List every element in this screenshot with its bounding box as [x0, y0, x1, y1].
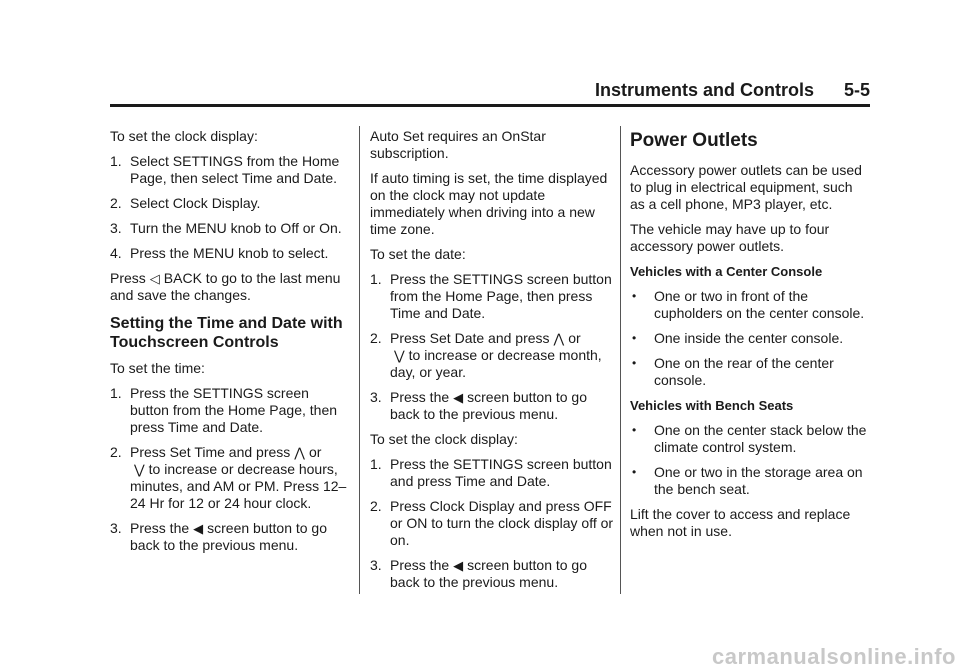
column-1	[110, 128, 350, 562]
paragraph: Accessory power outlets can be used to plug in electrical equipment, such as a cell phone, MP3 player, etc.	[630, 162, 862, 212]
paragraph: Auto Set requires an OnStar subscription.	[370, 128, 546, 161]
section-heading: Setting the Time and Date with Touchscreen Controls	[110, 315, 343, 351]
paragraph: Lift the cover to access and replace when not in use.	[630, 506, 851, 539]
list-item: 2. Press Clock Display and press OFF or ON to turn the clock display off or on.	[370, 498, 614, 548]
list-item: 1. Press the SETTINGS screen button from the Home Page, then press Time and Date.	[110, 385, 338, 435]
paragraph: If auto timing is set, the time displayed on the clock may not update immediately when driving into a new time zone.	[370, 170, 608, 237]
chevron-down-icon: ⋁	[394, 348, 405, 363]
bullet-icon: •	[632, 356, 637, 370]
back-icon: ◁	[149, 271, 160, 286]
list-item: 3. Press the ◀ screen button to go back to the previous menu.	[110, 520, 328, 553]
list-item: 1. Select SETTINGS from the Home Page, then select Time and Date.	[110, 153, 340, 186]
column-2	[370, 128, 614, 599]
back-arrow-icon: ◀	[453, 390, 464, 405]
list-item: • One on the center stack below the climate control system.	[632, 422, 867, 455]
list-item: 2. Press Set Time and press ⋀ or ⋁ to increase or decrease hours, minutes, and AM or PM. Press 12–24 Hr for 12 or 24 hour clock.	[110, 444, 347, 511]
subheading: Vehicles with Bench Seats	[630, 398, 794, 413]
back-arrow-icon: ◀	[453, 558, 464, 573]
list-item: 1. Press the SETTINGS screen button from the Home Page, then press Time and Date.	[370, 271, 612, 321]
list-item: • One or two in the storage area on the bench seat.	[632, 464, 863, 497]
clock-intro: To set the clock display:	[370, 431, 518, 447]
back-arrow-icon: ◀	[193, 521, 204, 536]
list-item: • One or two in front of the cupholders on the center console.	[632, 288, 865, 321]
bullet-icon: •	[632, 289, 637, 303]
column-divider	[620, 126, 621, 594]
watermark: carmanualsonline.info	[712, 644, 956, 669]
list-item: • One on the rear of the center console.	[632, 355, 834, 388]
chevron-down-icon: ⋁	[134, 462, 145, 477]
date-intro: To set the date:	[370, 246, 466, 262]
list-item: 2. Select Clock Display.	[110, 195, 261, 211]
list-item: • One inside the center console.	[632, 330, 844, 346]
bullet-icon: •	[632, 465, 637, 479]
bullet-icon: •	[632, 331, 637, 345]
chevron-up-icon: ⋀	[294, 445, 305, 460]
list-item: 2. Press Set Date and press ⋀ or ⋁ to increase or decrease month, day, or year.	[370, 330, 602, 380]
header-rule	[110, 104, 870, 107]
section-title: Instruments and Controls	[594, 80, 814, 100]
section-heading: Power Outlets	[630, 130, 758, 151]
column-3	[630, 128, 870, 548]
list-item: 3. Press the ◀ screen button to go back to the previous menu.	[370, 557, 588, 590]
time-intro: To set the time:	[110, 360, 205, 376]
list-item: 3. Press the ◀ screen button to go back to the previous menu.	[370, 389, 588, 422]
chevron-up-icon: ⋀	[553, 331, 565, 346]
paragraph: The vehicle may have up to four accessory power outlets.	[630, 221, 830, 254]
column-divider	[359, 126, 360, 594]
subheading: Vehicles with a Center Console	[630, 264, 823, 279]
clock-intro: To set the clock display:	[110, 128, 258, 144]
page-number: 5-5	[843, 80, 870, 100]
list-item: 4. Press the MENU knob to select.	[110, 245, 329, 261]
list-item: 1. Press the SETTINGS screen button and press Time and Date.	[370, 456, 612, 489]
bullet-icon: •	[632, 423, 637, 437]
page-header	[110, 80, 870, 102]
list-item: 3. Turn the MENU knob to Off or On.	[110, 220, 342, 236]
back-instruction: Press ◁ BACK to go to the last menu and save the changes.	[110, 270, 341, 303]
